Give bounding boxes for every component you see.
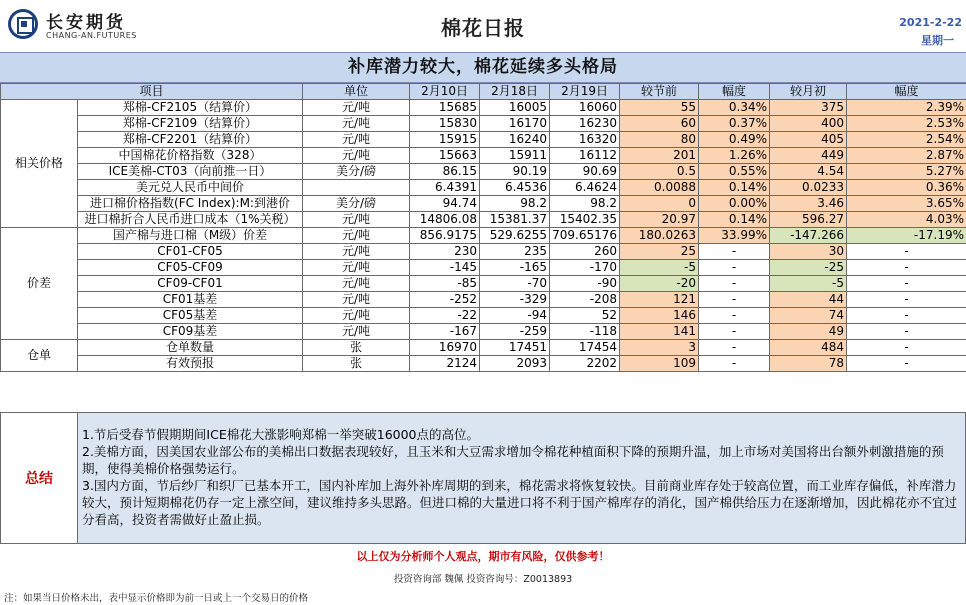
section-label: 相关价格 <box>1 100 78 228</box>
row-pct-month: 0.36% <box>847 180 966 196</box>
row-value: 15685 <box>410 100 480 116</box>
row-change-holiday: 25 <box>620 244 699 260</box>
row-value: -94 <box>480 308 550 324</box>
row-value: 86.15 <box>410 164 480 180</box>
row-value: -22 <box>410 308 480 324</box>
summary-paragraph: 1.节后受春节假期期间ICE棉花大涨影响郑棉一举突破16000点的高位。 <box>82 427 480 442</box>
row-pct-holiday: 0.00% <box>699 196 770 212</box>
row-change-month: -5 <box>770 276 847 292</box>
row-unit: 张 <box>303 340 410 356</box>
row-unit: 元/吨 <box>303 324 410 340</box>
row-pct-month: -17.19% <box>847 228 966 244</box>
row-value: 16230 <box>550 116 620 132</box>
row-value: -85 <box>410 276 480 292</box>
row-change-month: 596.27 <box>770 212 847 228</box>
row-value: 15915 <box>410 132 480 148</box>
row-value: 52 <box>550 308 620 324</box>
row-pct-holiday: 33.99% <box>699 228 770 244</box>
row-value: 709.65176 <box>550 228 620 244</box>
brand-name-en: CHANG-AN.FUTURES <box>46 31 137 40</box>
table-row <box>1 244 966 260</box>
row-unit: 元/吨 <box>303 116 410 132</box>
row-unit: 元/吨 <box>303 148 410 164</box>
row-pct-month: - <box>847 308 966 324</box>
row-change-holiday: 141 <box>620 324 699 340</box>
row-pct-holiday: 0.34% <box>699 100 770 116</box>
row-value: -145 <box>410 260 480 276</box>
row-change-month: 74 <box>770 308 847 324</box>
row-item: 美元兑人民币中间价 <box>78 180 303 196</box>
row-unit: 美分/磅 <box>303 164 410 180</box>
row-unit: 元/吨 <box>303 132 410 148</box>
brand-name: 长安期货 <box>46 13 126 33</box>
table-row <box>1 164 966 180</box>
row-value: 16112 <box>550 148 620 164</box>
header-unit: 单位 <box>303 84 410 100</box>
header-item: 项目 <box>1 84 303 100</box>
row-pct-month: - <box>847 244 966 260</box>
row-change-month: 375 <box>770 100 847 116</box>
row-pct-month: 5.27% <box>847 164 966 180</box>
analyst-contact: 投资咨询部 魏佩 投资咨询号：Z0013893 <box>393 574 573 585</box>
row-value: 15663 <box>410 148 480 164</box>
row-change-holiday: 60 <box>620 116 699 132</box>
header-vs-holiday: 较节前 <box>620 84 699 100</box>
summary-box <box>0 412 966 544</box>
report-header <box>0 0 966 52</box>
header-pct-1: 幅度 <box>699 84 770 100</box>
table-row <box>1 324 966 340</box>
row-change-month: 4.54 <box>770 164 847 180</box>
row-change-holiday: -20 <box>620 276 699 292</box>
table-header-row <box>1 84 966 100</box>
row-change-holiday: 3 <box>620 340 699 356</box>
row-item: 进口棉折合人民币进口成本（1%关税） <box>78 212 303 228</box>
row-value: -329 <box>480 292 550 308</box>
row-value: 230 <box>410 244 480 260</box>
row-unit: 元/吨 <box>303 212 410 228</box>
row-change-month: 30 <box>770 244 847 260</box>
row-value: 15381.37 <box>480 212 550 228</box>
row-item: 国产棉与进口棉（M级）价差 <box>78 228 303 244</box>
row-item: 仓单数量 <box>78 340 303 356</box>
row-value: 90.69 <box>550 164 620 180</box>
row-change-month: 0.0233 <box>770 180 847 196</box>
row-value: 16320 <box>550 132 620 148</box>
row-value: -70 <box>480 276 550 292</box>
row-value: -259 <box>480 324 550 340</box>
row-value: 98.2 <box>550 196 620 212</box>
row-item: CF01基差 <box>78 292 303 308</box>
report-date: 2021-2-22 <box>899 16 962 29</box>
footnote: 注：如果当日价格未出，表中显示价格即为前一日或上一个交易日的价格 <box>4 593 309 604</box>
summary-text <box>78 413 965 543</box>
row-value: 260 <box>550 244 620 260</box>
row-pct-month: 2.54% <box>847 132 966 148</box>
row-pct-holiday: 0.55% <box>699 164 770 180</box>
row-change-holiday: 146 <box>620 308 699 324</box>
headline: 补库潜力较大，棉花延续多头格局 <box>0 52 966 83</box>
row-value: 14806.08 <box>410 212 480 228</box>
row-change-holiday: 20.97 <box>620 212 699 228</box>
header-date-3: 2月19日 <box>550 84 620 100</box>
row-pct-holiday: 0.37% <box>699 116 770 132</box>
row-pct-holiday: - <box>699 308 770 324</box>
row-item: CF09-CF01 <box>78 276 303 292</box>
row-change-month: 405 <box>770 132 847 148</box>
row-value: -165 <box>480 260 550 276</box>
row-pct-month: - <box>847 260 966 276</box>
row-pct-month: - <box>847 324 966 340</box>
header-date-2: 2月18日 <box>480 84 550 100</box>
section-label: 价差 <box>1 228 78 340</box>
row-unit: 美分/磅 <box>303 196 410 212</box>
row-pct-month: - <box>847 340 966 356</box>
table-row <box>1 228 966 244</box>
row-pct-month: 3.65% <box>847 196 966 212</box>
row-value: 2124 <box>410 356 480 372</box>
row-item: 中国棉花价格指数（328） <box>78 148 303 164</box>
row-value: 2093 <box>480 356 550 372</box>
row-value: 16060 <box>550 100 620 116</box>
row-item: ICE美棉-CT03（向前推一日） <box>78 164 303 180</box>
row-change-month: 449 <box>770 148 847 164</box>
table-row <box>1 340 966 356</box>
row-change-month: -25 <box>770 260 847 276</box>
row-value: 15911 <box>480 148 550 164</box>
row-value: 17451 <box>480 340 550 356</box>
row-change-holiday: 180.0263 <box>620 228 699 244</box>
row-unit: 元/吨 <box>303 100 410 116</box>
row-value: -118 <box>550 324 620 340</box>
row-value: 235 <box>480 244 550 260</box>
row-value: 6.4391 <box>410 180 480 196</box>
row-item: 有效预报 <box>78 356 303 372</box>
row-pct-holiday: - <box>699 276 770 292</box>
table-row <box>1 196 966 212</box>
row-item: CF05-CF09 <box>78 260 303 276</box>
row-change-holiday: 0.5 <box>620 164 699 180</box>
row-unit: 张 <box>303 356 410 372</box>
row-change-holiday: 80 <box>620 132 699 148</box>
row-change-month: 78 <box>770 356 847 372</box>
report-weekday: 星期一 <box>921 34 954 47</box>
row-value: 6.4536 <box>480 180 550 196</box>
table-row <box>1 292 966 308</box>
table-row <box>1 260 966 276</box>
row-change-holiday: 121 <box>620 292 699 308</box>
table-row <box>1 212 966 228</box>
row-pct-holiday: - <box>699 340 770 356</box>
table-row <box>1 100 966 116</box>
row-item: 郑棉-CF2105（结算价） <box>78 100 303 116</box>
row-change-holiday: 0 <box>620 196 699 212</box>
row-pct-holiday: - <box>699 356 770 372</box>
row-change-holiday: -5 <box>620 260 699 276</box>
row-change-month: -147.266 <box>770 228 847 244</box>
row-pct-holiday: 1.26% <box>699 148 770 164</box>
row-value: 17454 <box>550 340 620 356</box>
disclaimer: 以上仅为分析师个人观点，期市有风险，仅供参考！ <box>356 550 610 563</box>
row-item: 郑棉-CF2109（结算价） <box>78 116 303 132</box>
row-value: 15830 <box>410 116 480 132</box>
row-pct-month: 4.03% <box>847 212 966 228</box>
row-value: 98.2 <box>480 196 550 212</box>
report-title: 棉花日报 <box>441 16 525 40</box>
row-value: 90.19 <box>480 164 550 180</box>
row-value: 16970 <box>410 340 480 356</box>
row-pct-month: - <box>847 292 966 308</box>
row-item: CF09基差 <box>78 324 303 340</box>
section-label: 仓单 <box>1 340 78 372</box>
row-unit: 元/吨 <box>303 260 410 276</box>
table-row <box>1 148 966 164</box>
row-value: 16240 <box>480 132 550 148</box>
row-change-holiday: 201 <box>620 148 699 164</box>
summary-paragraph: 3.国内方面，节后纱厂和织厂已基本开工，国内补库加上海外补库周期的到来，棉花需求将恢复较快。目前商业库存处于较高位置，而工业库存偏低，补库潜力较大，预计短期棉花仍存一定上涨空间，建议维持多头思路。但进口棉的大量进口将不利于国产棉库存的消化，国产棉供给压力在逐渐增加，因此棉花亦不宜过分看高，投资者需做好止盈止损。 <box>82 478 958 527</box>
row-change-holiday: 0.0088 <box>620 180 699 196</box>
price-table <box>0 83 966 372</box>
table-row <box>1 276 966 292</box>
row-unit: 元/吨 <box>303 308 410 324</box>
row-value: 16005 <box>480 100 550 116</box>
row-pct-holiday: - <box>699 292 770 308</box>
row-pct-holiday: 0.49% <box>699 132 770 148</box>
row-pct-month: 2.87% <box>847 148 966 164</box>
table-row <box>1 356 966 372</box>
row-pct-holiday: 0.14% <box>699 212 770 228</box>
table-row <box>1 308 966 324</box>
row-pct-month: 2.39% <box>847 100 966 116</box>
table-row <box>1 116 966 132</box>
row-value: -167 <box>410 324 480 340</box>
row-item: 进口棉价格指数(FC Index):M:到港价 <box>78 196 303 212</box>
row-value: -90 <box>550 276 620 292</box>
header-pct-2: 幅度 <box>847 84 966 100</box>
row-pct-holiday: - <box>699 244 770 260</box>
row-item: CF05基差 <box>78 308 303 324</box>
row-change-holiday: 109 <box>620 356 699 372</box>
row-change-month: 400 <box>770 116 847 132</box>
row-value: -170 <box>550 260 620 276</box>
row-value: 6.4624 <box>550 180 620 196</box>
row-pct-month: - <box>847 276 966 292</box>
row-value: 856.9175 <box>410 228 480 244</box>
row-pct-holiday: - <box>699 324 770 340</box>
summary-label: 总结 <box>1 413 78 543</box>
row-change-month: 3.46 <box>770 196 847 212</box>
row-pct-month: - <box>847 356 966 372</box>
row-change-holiday: 55 <box>620 100 699 116</box>
row-item: 郑棉-CF2201（结算价） <box>78 132 303 148</box>
row-unit: 元/吨 <box>303 276 410 292</box>
row-value: 15402.35 <box>550 212 620 228</box>
row-value: 529.6255 <box>480 228 550 244</box>
row-value: -252 <box>410 292 480 308</box>
price-table-body <box>1 84 966 372</box>
row-pct-holiday: 0.14% <box>699 180 770 196</box>
row-unit: 元/吨 <box>303 244 410 260</box>
row-unit: 元/吨 <box>303 292 410 308</box>
row-change-month: 44 <box>770 292 847 308</box>
table-row <box>1 132 966 148</box>
row-item: CF01-CF05 <box>78 244 303 260</box>
row-value: 94.74 <box>410 196 480 212</box>
row-pct-holiday: - <box>699 260 770 276</box>
row-value: 2202 <box>550 356 620 372</box>
row-change-month: 484 <box>770 340 847 356</box>
row-change-month: 49 <box>770 324 847 340</box>
row-unit: 元/吨 <box>303 228 410 244</box>
row-value: -208 <box>550 292 620 308</box>
header-date-1: 2月10日 <box>410 84 480 100</box>
table-row <box>1 180 966 196</box>
row-value: 16170 <box>480 116 550 132</box>
summary-paragraph: 2.美棉方面，因美国农业部公布的美棉出口数据表现较好，且玉米和大豆需求增加令棉花种植面积下降的预期升温，加上市场对美国将出台额外刺激措施的预期，使得美棉价格强势运行。 <box>82 444 944 476</box>
header-vs-month-start: 较月初 <box>770 84 847 100</box>
row-pct-month: 2.53% <box>847 116 966 132</box>
row-unit <box>303 180 410 196</box>
